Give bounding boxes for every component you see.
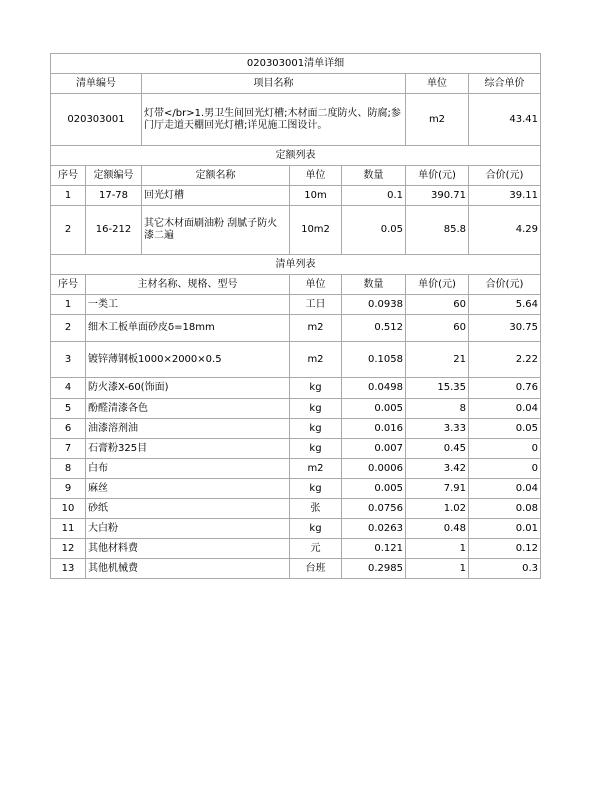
quota-seq: 1 <box>51 186 86 206</box>
material-row <box>51 295 541 315</box>
material-total: 5.64 <box>469 295 541 315</box>
material-unit: kg <box>290 519 342 539</box>
material-total: 0.05 <box>469 419 541 439</box>
quota-price: 85.8 <box>406 206 469 255</box>
quota-row <box>51 206 541 255</box>
material-row <box>51 315 541 342</box>
material-seq: 1 <box>51 295 86 315</box>
quota-seq: 2 <box>51 206 86 255</box>
material-qty: 0.0756 <box>342 499 406 519</box>
quota-total: 39.11 <box>469 186 541 206</box>
material-seq: 7 <box>51 439 86 459</box>
material-name: 其他机械费 <box>86 559 290 579</box>
quota-unit: 10m <box>290 186 342 206</box>
material-row <box>51 519 541 539</box>
material-row <box>51 559 541 579</box>
material-row <box>51 499 541 519</box>
material-unit: kg <box>290 378 342 399</box>
material-total: 0 <box>469 459 541 479</box>
material-price: 1 <box>406 539 469 559</box>
material-price: 7.91 <box>406 479 469 499</box>
material-seq: 8 <box>51 459 86 479</box>
quota-unit-header: 单位 <box>290 166 342 186</box>
quota-section-title: 定额列表 <box>51 146 541 166</box>
material-unit-header: 单位 <box>290 275 342 295</box>
quota-price-header: 单价(元) <box>406 166 469 186</box>
material-qty: 0.1058 <box>342 342 406 378</box>
quota-total-header: 合价(元) <box>469 166 541 186</box>
material-qty: 0.2985 <box>342 559 406 579</box>
material-seq: 4 <box>51 378 86 399</box>
material-name: 其他材料费 <box>86 539 290 559</box>
quota-name-header: 定额名称 <box>142 166 290 186</box>
material-total: 0 <box>469 439 541 459</box>
material-price: 60 <box>406 295 469 315</box>
bill-name: 灯带</br>1.男卫生间回光灯槽;木材面二度防火、防腐;参门厅走道天棚回光灯槽;详见施工图设计。 <box>142 94 406 146</box>
quota-name: 其它木材面刷油粉 刮腻子防火漆二遍 <box>142 206 290 255</box>
material-total: 0.04 <box>469 479 541 499</box>
quota-qty: 0.05 <box>342 206 406 255</box>
material-qty: 0.016 <box>342 419 406 439</box>
quota-name: 回光灯槽 <box>142 186 290 206</box>
material-row <box>51 378 541 399</box>
bill-price-header: 综合单价 <box>469 74 541 94</box>
quota-code-header: 定额编号 <box>86 166 142 186</box>
material-unit: kg <box>290 479 342 499</box>
material-name: 细木工板单面砂皮δ=18mm <box>86 315 290 342</box>
bill-unit-header: 单位 <box>406 74 469 94</box>
material-name-header: 主材名称、规格、型号 <box>86 275 290 295</box>
bill-unit: m2 <box>406 94 469 146</box>
material-unit: kg <box>290 439 342 459</box>
quota-total: 4.29 <box>469 206 541 255</box>
material-qty: 0.007 <box>342 439 406 459</box>
material-unit: m2 <box>290 342 342 378</box>
material-total: 0.3 <box>469 559 541 579</box>
bill-name-header: 项目名称 <box>142 74 406 94</box>
material-total: 2.22 <box>469 342 541 378</box>
material-qty: 0.0006 <box>342 459 406 479</box>
material-qty: 0.0263 <box>342 519 406 539</box>
material-name: 镀锌薄钢板1000×2000×0.5 <box>86 342 290 378</box>
material-seq: 9 <box>51 479 86 499</box>
material-row <box>51 419 541 439</box>
material-seq: 12 <box>51 539 86 559</box>
material-price: 21 <box>406 342 469 378</box>
material-unit: 元 <box>290 539 342 559</box>
material-row <box>51 439 541 459</box>
material-seq-header: 序号 <box>51 275 86 295</box>
material-name: 麻丝 <box>86 479 290 499</box>
quota-code: 17-78 <box>86 186 142 206</box>
material-name: 油漆溶剂油 <box>86 419 290 439</box>
material-unit: 工日 <box>290 295 342 315</box>
material-name: 石膏粉325目 <box>86 439 290 459</box>
material-price: 3.42 <box>406 459 469 479</box>
material-seq: 6 <box>51 419 86 439</box>
material-seq: 10 <box>51 499 86 519</box>
material-row <box>51 479 541 499</box>
material-price: 1 <box>406 559 469 579</box>
quota-price: 390.71 <box>406 186 469 206</box>
material-price: 60 <box>406 315 469 342</box>
material-seq: 5 <box>51 399 86 419</box>
material-total: 0.76 <box>469 378 541 399</box>
material-seq: 13 <box>51 559 86 579</box>
material-row <box>51 459 541 479</box>
material-total: 0.12 <box>469 539 541 559</box>
material-total-header: 合价(元) <box>469 275 541 295</box>
quota-qty-header: 数量 <box>342 166 406 186</box>
material-unit: 张 <box>290 499 342 519</box>
bill-price: 43.41 <box>469 94 541 146</box>
material-row <box>51 539 541 559</box>
quota-seq-header: 序号 <box>51 166 86 186</box>
material-total: 0.01 <box>469 519 541 539</box>
material-price-header: 单价(元) <box>406 275 469 295</box>
material-price: 1.02 <box>406 499 469 519</box>
material-row <box>51 342 541 378</box>
material-qty: 0.121 <box>342 539 406 559</box>
quota-row <box>51 186 541 206</box>
material-unit: m2 <box>290 459 342 479</box>
material-unit: kg <box>290 399 342 419</box>
material-name: 防火漆X-60(饰面) <box>86 378 290 399</box>
material-total: 0.08 <box>469 499 541 519</box>
material-price: 0.48 <box>406 519 469 539</box>
material-unit: kg <box>290 419 342 439</box>
material-qty: 0.005 <box>342 399 406 419</box>
material-name: 白布 <box>86 459 290 479</box>
material-unit: 台班 <box>290 559 342 579</box>
quota-qty: 0.1 <box>342 186 406 206</box>
material-qty: 0.512 <box>342 315 406 342</box>
material-name: 酚醛清漆各色 <box>86 399 290 419</box>
material-price: 0.45 <box>406 439 469 459</box>
material-name: 砂纸 <box>86 499 290 519</box>
material-seq: 2 <box>51 315 86 342</box>
material-qty: 0.0938 <box>342 295 406 315</box>
material-seq: 3 <box>51 342 86 378</box>
material-price: 3.33 <box>406 419 469 439</box>
bill-code: 020303001 <box>51 94 142 146</box>
quota-unit: 10m2 <box>290 206 342 255</box>
material-qty: 0.0498 <box>342 378 406 399</box>
material-name: 一类工 <box>86 295 290 315</box>
material-unit: m2 <box>290 315 342 342</box>
material-qty-header: 数量 <box>342 275 406 295</box>
material-section-title: 清单列表 <box>51 255 541 275</box>
material-price: 15.35 <box>406 378 469 399</box>
quota-code: 16-212 <box>86 206 142 255</box>
material-total: 30.75 <box>469 315 541 342</box>
bill-code-header: 清单编号 <box>51 74 142 94</box>
bill-detail-table <box>50 53 541 579</box>
material-qty: 0.005 <box>342 479 406 499</box>
page-title: 020303001清单详细 <box>51 54 541 74</box>
material-name: 大白粉 <box>86 519 290 539</box>
material-seq: 11 <box>51 519 86 539</box>
material-price: 8 <box>406 399 469 419</box>
material-total: 0.04 <box>469 399 541 419</box>
material-row <box>51 399 541 419</box>
